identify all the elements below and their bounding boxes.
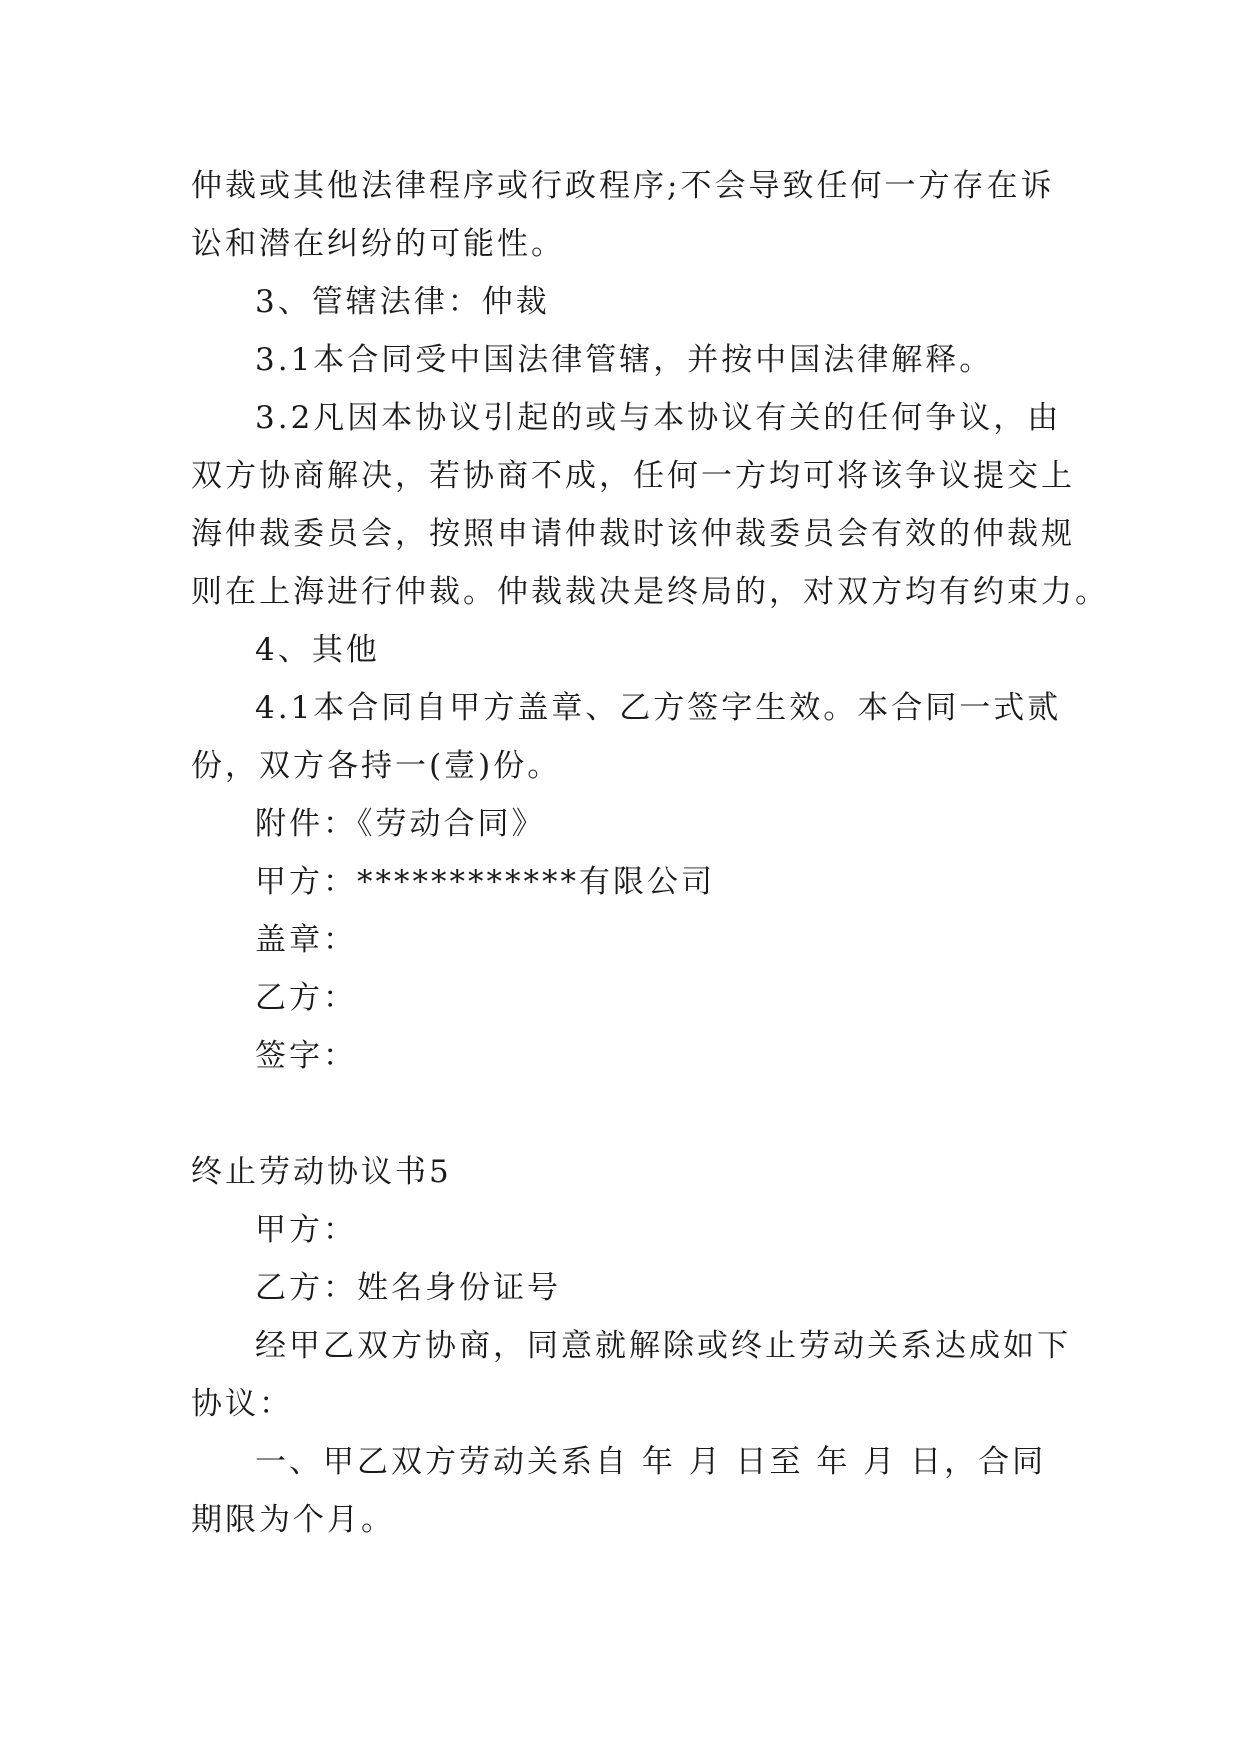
paragraph-line: 双方协商解决，若协商不成，任何一方均可将该争议提交上 — [191, 458, 1075, 494]
party-b-line: 乙方：姓名身份证号 — [255, 1270, 561, 1306]
clause-line: 一、甲乙双方劳动关系自 年 月 日至 年 月 日，合同 — [255, 1444, 1047, 1480]
section-heading: 4、其他 — [255, 632, 380, 668]
paragraph-line: 协议： — [191, 1386, 293, 1422]
clause-line: 4.1本合同自甲方盖章、乙方签字生效。本合同一式贰 — [255, 690, 1062, 726]
party-b-line: 乙方： — [255, 980, 357, 1016]
clause-line: 3.1本合同受中国法律管辖，并按中国法律解释。 — [255, 342, 994, 378]
paragraph-line: 则在上海进行仲裁。仲裁裁决是终局的，对双方均有约束力。 — [191, 574, 1109, 610]
paragraph-line: 经甲乙双方协商，同意就解除或终止劳动关系达成如下 — [255, 1328, 1071, 1364]
clause-line: 3.2凡因本协议引起的或与本协议有关的任何争议，由 — [255, 400, 1062, 436]
section-heading: 3、管辖法律：仲裁 — [255, 284, 550, 320]
paragraph-line: 期限为个月。 — [191, 1502, 395, 1538]
paragraph-line: 份，双方各持一(壹)份。 — [191, 748, 562, 784]
paragraph-line: 讼和潜在纠纷的可能性。 — [191, 226, 565, 262]
party-a-line: 甲方：************有限公司 — [255, 864, 715, 900]
paragraph-line: 海仲裁委员会，按照申请仲裁时该仲裁委员会有效的仲裁规 — [191, 516, 1075, 552]
attachment-line: 附件：《劳动合同》 — [255, 806, 546, 842]
paragraph-line: 仲裁或其他法律程序或行政程序;不会导致任何一方存在诉 — [191, 168, 1055, 204]
document-title: 终止劳动协议书5 — [191, 1154, 452, 1190]
signature-line: 签字： — [255, 1038, 357, 1074]
party-a-line: 甲方： — [255, 1212, 357, 1248]
seal-line: 盖章： — [255, 922, 357, 958]
